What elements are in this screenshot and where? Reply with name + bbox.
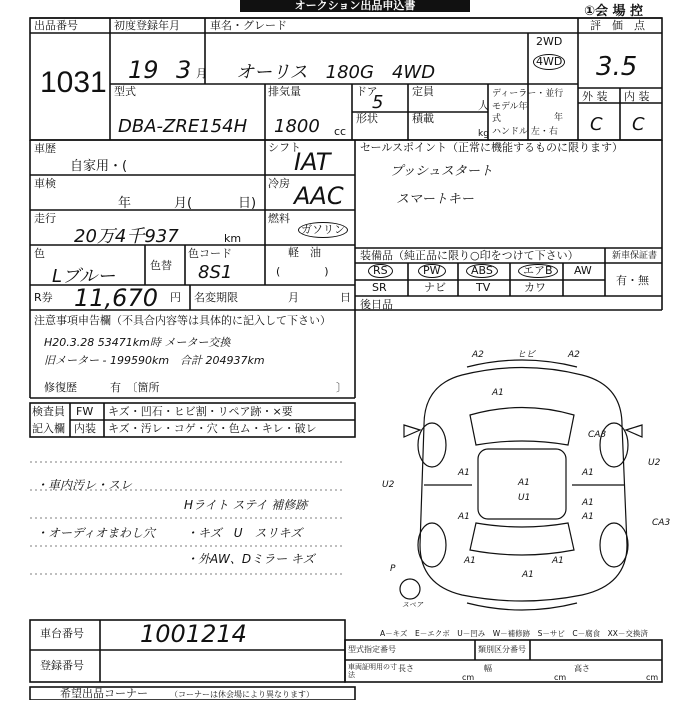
length-unit: cm [462, 673, 475, 682]
mark-rear-right: A1 [552, 556, 564, 566]
fuel-other: ( ) [276, 265, 329, 278]
notes-label: 注意事項申告欄（不具合内容等は具体的に記入して下さい） [34, 314, 331, 327]
diagram-legend: A－キズ E－エクボ U－凹み W－補修跡 S－サビ C－腐食 XX－交換済 [380, 629, 648, 638]
inspector-fw-items: キズ・凹石・ヒビ割・リペア跡・×要 [108, 405, 293, 418]
capacity-unit: 人 [478, 99, 489, 112]
registration-period-label: 名変期限 [194, 291, 238, 304]
remark-2: Hライト ステイ 補修跡 [184, 498, 308, 512]
lot-number: 1031 [40, 66, 107, 99]
entry-label: 記入欄 [32, 422, 65, 435]
mark-hood-1: A1 [492, 388, 504, 398]
displacement-label: 排気量 [268, 85, 301, 98]
sales-point-2: スマートキー [396, 192, 474, 207]
dealer-label: ディーラー・並行 [492, 89, 564, 99]
mark-right-quarter: A1 [582, 512, 594, 522]
car-damage-diagram [372, 345, 700, 635]
mark-rear-left: A1 [464, 556, 476, 566]
venue-copy-label: ①会 場 控 [584, 4, 644, 19]
mileage-unit: km [224, 232, 242, 245]
color-code-label: 色コード [188, 247, 232, 260]
new-car-warranty-value: 有・無 [616, 274, 649, 287]
mark-front-right: A2 [568, 350, 580, 360]
mark-right-rear-door: A1 [582, 498, 594, 508]
equip-pw: PW [418, 264, 446, 278]
mark-spare-p: P [390, 564, 396, 574]
length-label: 長さ [398, 664, 414, 673]
height-label: 高さ [574, 664, 590, 673]
first-registration-label: 初度登録年月 [114, 19, 180, 32]
recycle-value: 11,670 [74, 284, 158, 312]
mileage-label: 走行 [34, 212, 56, 225]
mark-front-left: A2 [472, 350, 484, 360]
mark-right-fender: CA3 [588, 430, 607, 440]
inspection-label: 車検 [34, 177, 56, 190]
inspection-year: 年 [118, 196, 132, 211]
mark-right-rear-corner: CA3 [652, 518, 671, 528]
width-unit: cm [554, 673, 567, 682]
registration-period-month: 月 [288, 291, 299, 304]
equip-abs: ABS [466, 264, 498, 278]
model-year-unit: 年 [554, 113, 564, 123]
chassis-label: 車台番号 [40, 627, 84, 640]
certificate-dimension-label: 車両証明用の寸法 [348, 663, 397, 679]
fuel-label: 燃料 [268, 212, 290, 225]
mark-spare: スペア [402, 601, 423, 609]
sales-point-1: プッシュスタート [390, 164, 493, 179]
shift-value: IAT [294, 148, 331, 176]
later-items-label: 後日品 [360, 298, 393, 311]
repair-history-value: 有 〔箇所 [110, 381, 160, 394]
equip-tv: TV [476, 281, 491, 294]
repair-history-label: 修復歴 [44, 381, 77, 394]
color-change-label: 色替 [150, 259, 172, 272]
equip-leather: カワ [524, 281, 546, 294]
fuel-gasoline-circled: ガソリン [298, 222, 348, 238]
inspection-month: 月( [174, 196, 193, 211]
mark-left-side-dent: U2 [382, 480, 395, 490]
load-unit: kg [478, 129, 489, 139]
model-label: 型式 [114, 85, 136, 98]
mark-left-front-door: A1 [458, 468, 470, 478]
remark-4: ・キズ U スリキズ [186, 526, 303, 540]
sales-points-label: セールスポイント（正常に機能するものに限ります） [360, 141, 624, 154]
drive-4wd-circled: 4WD [533, 54, 565, 70]
equip-sr: SR [372, 281, 387, 294]
recycle-label: R券 [34, 291, 53, 304]
note-line-2: 旧メーター - 199590km 合計 204937km [44, 354, 265, 367]
repair-history-close: 〕 [336, 381, 347, 394]
spare-tire-icon [400, 579, 420, 599]
month-unit: 月 [196, 67, 207, 80]
mark-left-rear-door: A1 [458, 512, 470, 522]
body-shape-label: 形状 [356, 112, 378, 125]
form-title: オークション出品申込書 [240, 0, 470, 12]
displacement-value: 1800 [274, 116, 320, 137]
equipment-label: 装備品（純正品に限り○印をつけて下さい） [360, 249, 579, 262]
color-value: Lブルー [52, 266, 116, 287]
chassis-value: 1001214 [140, 620, 247, 648]
note-line-1: H20.3.28 53471km時 メーター交換 [44, 336, 231, 349]
mark-front-crack: ヒビ [517, 350, 536, 360]
equip-navi: ナビ [424, 281, 446, 294]
shift-label: シフト [268, 141, 301, 154]
remark-5: ・外AW、Dミラー キズ [186, 552, 315, 566]
usage-value: 自家用・( [70, 159, 128, 174]
mark-roof-dent: U1 [518, 493, 531, 503]
inspector-label: 検査員 [32, 405, 65, 418]
interior-grade: C [632, 114, 645, 135]
doors-value: 5 [372, 92, 384, 113]
model-value: DBA-ZRE154H [118, 116, 248, 137]
recycle-unit: 円 [170, 291, 181, 304]
first-registration-year: 19 [128, 56, 159, 84]
car-name-label: 車名・グレード [210, 19, 287, 32]
inspector-interior-items: キズ・汚レ・コゲ・穴・色ム・キレ・破レ [108, 422, 317, 435]
registration-label: 登録番号 [40, 659, 84, 672]
mileage-value: 20万4千937 [74, 226, 179, 247]
inspection-day: 日) [238, 196, 257, 211]
remark-3: ・オーディオまわし穴 [36, 526, 156, 540]
mark-rear-center: A1 [522, 570, 534, 580]
inspector-fw: FW [76, 405, 94, 418]
mark-right-front-door: A1 [582, 468, 594, 478]
class-number-label: 類別区分番号 [478, 645, 526, 654]
equip-rs: RS [368, 264, 393, 278]
grade-value: 3.5 [596, 52, 638, 82]
equip-aw: AW [574, 264, 592, 277]
displacement-unit: cc [334, 125, 347, 138]
first-registration-month: 3 [176, 56, 192, 84]
model-spec-label: 型式指定番号 [348, 645, 396, 654]
interior-label: 内 装 [624, 90, 650, 103]
width-label: 幅 [484, 664, 492, 673]
drive-2wd: 2WD [536, 35, 563, 48]
capacity-label: 定員 [412, 85, 434, 98]
model-year-label: モデル年式 [492, 102, 528, 124]
inspector-interior: 内装 [74, 422, 96, 435]
load-label: 積載 [412, 112, 434, 125]
color-label: 色 [34, 247, 45, 260]
handle-label: ハンドル 左・右 [492, 127, 558, 137]
desired-corner-label: 希望出品コーナー [60, 687, 148, 700]
desired-corner-note: （コーナーは休会場により異なります） [170, 690, 314, 699]
equip-airbag: エアB [518, 264, 558, 278]
ac-value: AAC [294, 182, 344, 210]
exterior-grade: C [590, 114, 603, 135]
color-code-value: 8S1 [198, 262, 233, 283]
remark-1: ・車内汚レ・スレ [36, 478, 133, 492]
registration-period-day: 日 [340, 291, 351, 304]
exterior-label: 外 装 [582, 90, 608, 103]
grade-label: 評 価 点 [590, 19, 645, 32]
car-name-value: オーリス 180G 4WD [236, 62, 436, 83]
height-unit: cm [646, 673, 659, 682]
new-car-warranty-label: 新車保証書 [612, 251, 658, 261]
mark-right-side-dent: U2 [648, 458, 661, 468]
usage-label: 車歴 [34, 142, 56, 155]
lot-label: 出品番号 [34, 19, 78, 32]
fuel-diesel: 軽 油 [288, 246, 321, 259]
doors-label: ドア [356, 85, 378, 98]
mark-roof: A1 [518, 478, 530, 488]
ac-label: 冷房 [268, 177, 290, 190]
